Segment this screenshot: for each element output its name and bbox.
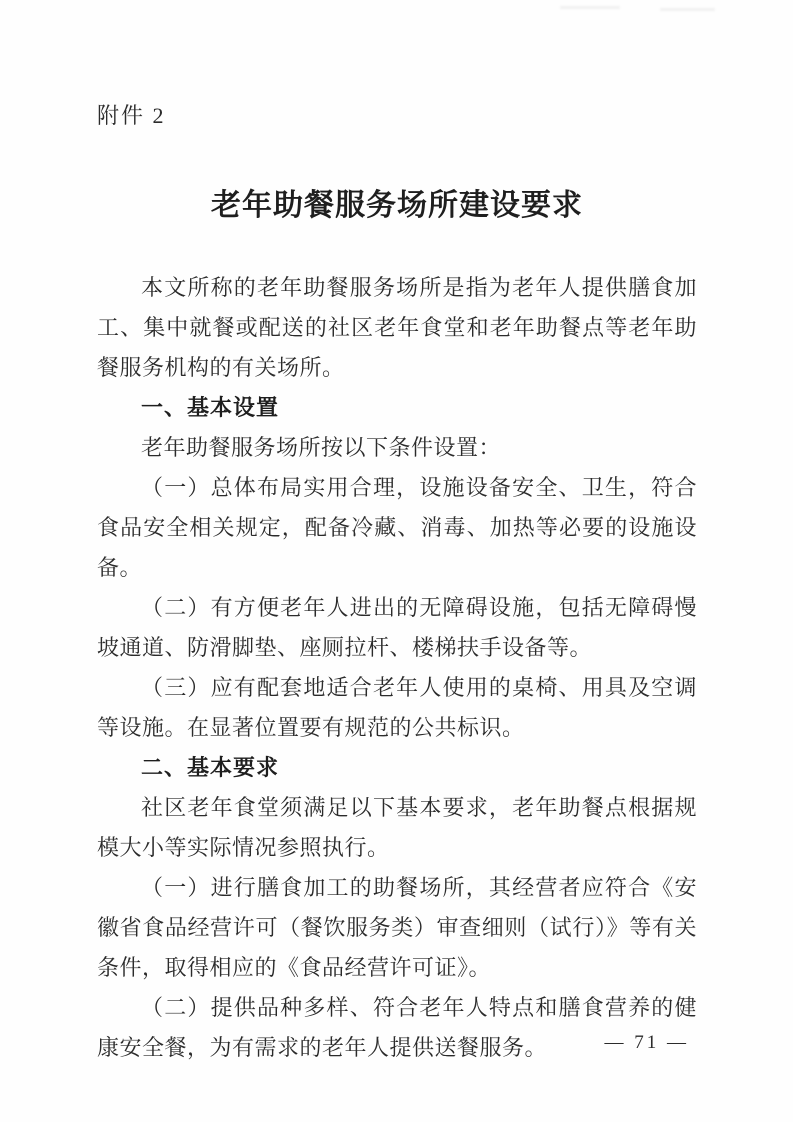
scan-artifact [560,6,620,9]
paragraph-requirements-item-1: （一）进行膳食加工的助餐场所，其经营者应符合《安徽省食品经营许可（餐饮服务类）审查细则（试行）》等有关条件，取得相应的《食品经营许可证》。 [97,875,697,980]
document-title: 老年助餐服务场所建设要求 [211,189,583,222]
attachment-label: 附件 2 [97,103,166,128]
scan-artifact [660,8,715,11]
document-body [97,268,697,1068]
paragraph-requirements-item-2: （二）提供品种多样、符合老年人特点和膳食营养的健康安全餐，为有需求的老年人提供送餐服务。 [97,995,697,1060]
paragraph-setup-item-1: （一）总体布局实用合理，设施设备安全、卫生，符合食品安全相关规定，配备冷藏、消毒、加热等必要的设施设备。 [97,475,697,580]
document-content [97,100,697,1068]
section-heading-2: 二、基本要求 [141,755,280,780]
paragraph-setup-intro: 老年助餐服务场所按以下条件设置： [141,435,502,460]
section-heading-1: 一、基本设置 [141,395,280,420]
paragraph-setup-item-2: （二）有方便老年人进出的无障碍设施，包括无障碍慢坡通道、防滑脚垫、座厕拉杆、楼梯扶手设备等。 [97,595,697,660]
page-number: — 71 — [604,1032,689,1053]
paragraph-intro: 本文所称的老年助餐服务场所是指为老年人提供膳食加工、集中就餐或配送的社区老年食堂和老年助餐点等老年助餐服务机构的有关场所。 [97,275,697,380]
paragraph-setup-item-3: （三）应有配套地适合老年人使用的桌椅、用具及空调等设施。在显著位置要有规范的公共标识。 [97,675,697,740]
paragraph-requirements-intro: 社区老年食堂须满足以下基本要求，老年助餐点根据规模大小等实际情况参照执行。 [97,795,697,860]
